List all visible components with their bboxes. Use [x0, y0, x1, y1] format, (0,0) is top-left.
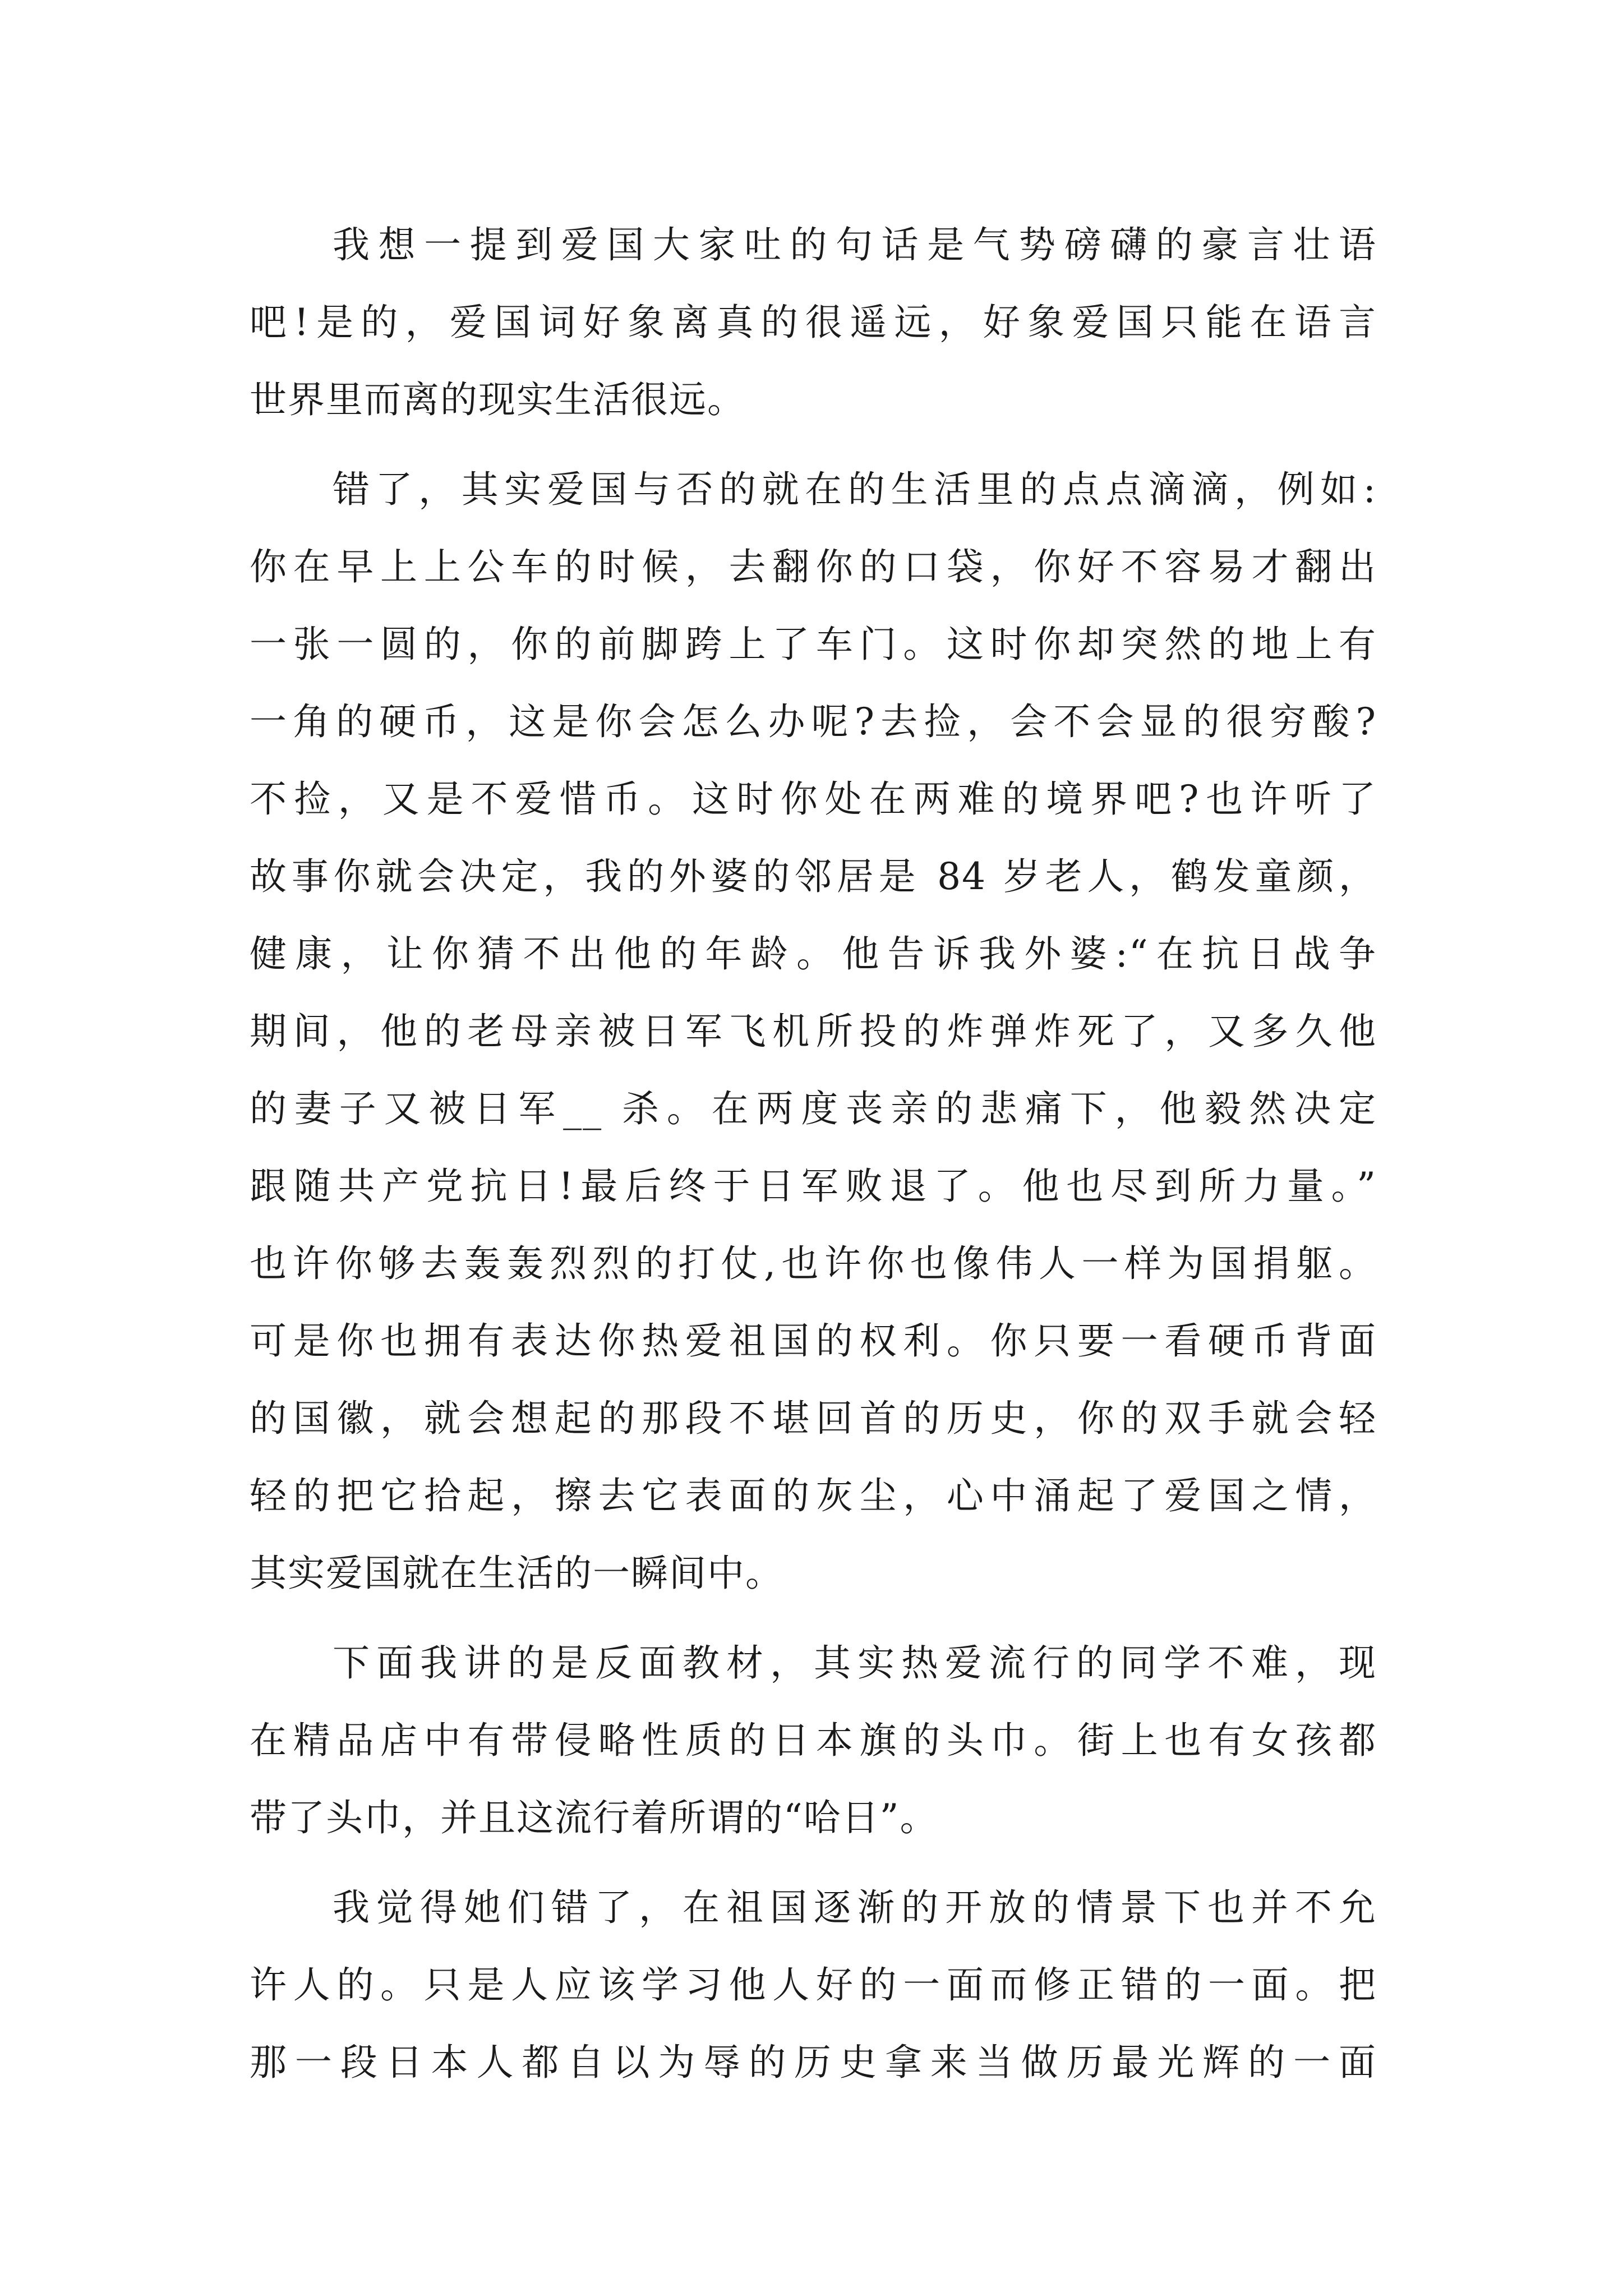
text-line: 那一段日本人都自以为辱的历史拿来当做历最光辉的一面: [250, 2041, 1377, 2084]
document-body: [250, 206, 1377, 2101]
paragraph-gap: [250, 1612, 1377, 1625]
text-line: 一角的硬币，这是你会怎么办呢?去捡，会不会显的很穷酸?: [250, 700, 1377, 743]
paragraph: [250, 1625, 1377, 1857]
paragraph-gap: [250, 1857, 1377, 1869]
text-line: 下面我讲的是反面教材，其实热爱流行的同学不难，现: [333, 1641, 1377, 1685]
text-line: 健康，让你猜不出他的年龄。他告诉我外婆:“在抗日战争: [250, 932, 1377, 976]
text-line: 带了头巾，并且这流行着所谓的“哈日”。: [250, 1796, 938, 1839]
text-line: 一张一圆的，你的前脚跨上了车门。这时你却突然的地上有: [250, 623, 1377, 666]
text-line: 跟随共产党抗日!最后终于日军败退了。他也尽到所力量。”: [250, 1165, 1377, 1208]
text-line: 许人的。只是人应该学习他人好的一面而修正错的一面。把: [250, 1963, 1377, 2007]
text-line: 故事你就会决定，我的外婆的邻居是 84 岁老人，鹤发童颜，: [250, 855, 1377, 898]
text-line: 的国徽，就会想起的那段不堪回首的历史，你的双手就会轻: [250, 1397, 1377, 1440]
text-line: 其实爱国就在生活的一瞬间中。: [250, 1552, 783, 1595]
text-line: 世界里而离的现实生活很远。: [250, 378, 745, 421]
text-line: 可是你也拥有表达你热爱祖国的权利。你只要一看硬币背面: [250, 1319, 1377, 1363]
paragraph: [250, 1869, 1377, 2101]
paragraph-gap: [250, 439, 1377, 451]
text-line: 你在早上上公车的时候，去翻你的口袋，你好不容易才翻出: [250, 545, 1377, 588]
text-line: 我想一提到爱国大家吐的句话是气势磅礴的豪言壮语: [333, 223, 1377, 266]
text-line: 的妻子又被日军__ 杀。在两度丧亲的悲痛下，他毅然决定: [250, 1087, 1377, 1130]
text-line: 轻的把它拾起，擦去它表面的灰尘，心中涌起了爱国之情，: [250, 1474, 1377, 1517]
text-line: 我觉得她们错了，在祖国逐渐的开放的情景下也并不允: [333, 1886, 1377, 1929]
text-line: 在精品店中有带侵略性质的日本旗的头巾。街上也有女孩都: [250, 1719, 1377, 1762]
text-line: 期间，他的老母亲被日军飞机所投的炸弹炸死了，又多久他: [250, 1010, 1377, 1053]
paragraph: [250, 451, 1377, 1612]
paragraph: [250, 206, 1377, 439]
text-line: 吧!是的，爱国词好象离真的很遥远，好象爱国只能在语言: [250, 301, 1377, 344]
text-line: 错了，其实爱国与否的就在的生活里的点点滴滴，例如:: [333, 468, 1377, 511]
text-line: 也许你够去轰轰烈烈的打仗,也许你也像伟人一样为国捐躯。: [250, 1242, 1377, 1285]
text-line: 不捡，又是不爱惜币。这时你处在两难的境界吧?也许听了: [250, 777, 1377, 821]
